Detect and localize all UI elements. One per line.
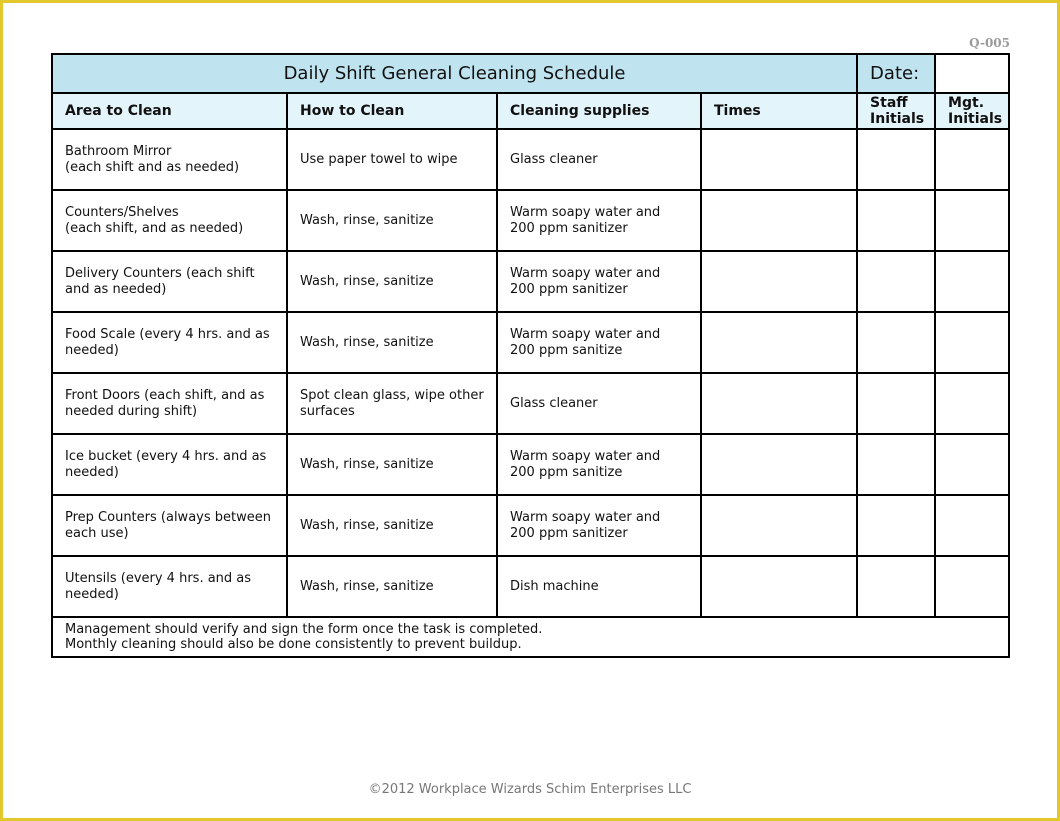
cell-mgt-initials[interactable] — [935, 556, 1009, 617]
table-row — [52, 556, 1009, 617]
cell-mgt-initials[interactable] — [935, 495, 1009, 556]
cell-how: Spot clean glass, wipe other surfaces — [287, 373, 497, 434]
cell-mgt-initials[interactable] — [935, 434, 1009, 495]
cell-staff-initials[interactable] — [857, 434, 935, 495]
column-header-area: Area to Clean — [52, 93, 287, 129]
cell-times[interactable] — [701, 312, 857, 373]
cell-mgt-initials[interactable] — [935, 190, 1009, 251]
cell-area: Prep Counters (always between each use) — [52, 495, 287, 556]
cell-area: Front Doors (each shift, and as needed during shift) — [52, 373, 287, 434]
cell-how: Wash, rinse, sanitize — [287, 495, 497, 556]
cell-supplies: Glass cleaner — [497, 129, 701, 190]
column-header-times: Times — [701, 93, 857, 129]
schedule-title: Daily Shift General Cleaning Schedule — [52, 54, 857, 93]
cell-area: Bathroom Mirror (each shift and as needed) — [52, 129, 287, 190]
cell-supplies: Warm soapy water and 200 ppm sanitizer — [497, 495, 701, 556]
cell-area: Ice bucket (every 4 hrs. and as needed) — [52, 434, 287, 495]
cell-times[interactable] — [701, 190, 857, 251]
date-field[interactable] — [935, 54, 1009, 93]
cell-supplies: Warm soapy water and 200 ppm sanitizer — [497, 251, 701, 312]
cell-staff-initials[interactable] — [857, 251, 935, 312]
column-header-how: How to Clean — [287, 93, 497, 129]
form-code: Q-005 — [969, 36, 1010, 50]
notes-cell — [52, 617, 1009, 657]
cell-staff-initials[interactable] — [857, 495, 935, 556]
cell-area: Counters/Shelves (each shift, and as needed) — [52, 190, 287, 251]
cell-mgt-initials[interactable] — [935, 251, 1009, 312]
note-line: Monthly cleaning should also be done consistently to prevent buildup. — [65, 637, 522, 652]
cell-times[interactable] — [701, 251, 857, 312]
cell-staff-initials[interactable] — [857, 190, 935, 251]
cell-how: Wash, rinse, sanitize — [287, 190, 497, 251]
cell-staff-initials[interactable] — [857, 556, 935, 617]
cell-how: Wash, rinse, sanitize — [287, 434, 497, 495]
cell-times[interactable] — [701, 556, 857, 617]
cell-staff-initials[interactable] — [857, 373, 935, 434]
date-label: Date: — [857, 54, 935, 93]
cell-times[interactable] — [701, 434, 857, 495]
cell-supplies: Warm soapy water and 200 ppm sanitize — [497, 434, 701, 495]
notes-row — [52, 617, 1009, 657]
cell-staff-initials[interactable] — [857, 129, 935, 190]
column-header-staff-initials: Staff Initials — [857, 93, 935, 129]
cell-mgt-initials[interactable] — [935, 129, 1009, 190]
column-header-supplies: Cleaning supplies — [497, 93, 701, 129]
copyright-footer: ©2012 Workplace Wizards Schim Enterprises LLC — [368, 782, 692, 797]
column-header-mgt-initials: Mgt. Initials — [935, 93, 1009, 129]
cell-area: Food Scale (every 4 hrs. and as needed) — [52, 312, 287, 373]
cell-area: Delivery Counters (each shift and as needed) — [52, 251, 287, 312]
cell-staff-initials[interactable] — [857, 312, 935, 373]
table-row — [52, 373, 1009, 434]
schedule-rows — [52, 129, 1009, 617]
cell-how: Use paper towel to wipe — [287, 129, 497, 190]
cell-supplies: Glass cleaner — [497, 373, 701, 434]
cell-how: Wash, rinse, sanitize — [287, 556, 497, 617]
cleaning-schedule-table — [51, 53, 1010, 658]
title-row — [52, 54, 1009, 93]
cell-area: Utensils (every 4 hrs. and as needed) — [52, 556, 287, 617]
cell-times[interactable] — [701, 129, 857, 190]
cell-supplies: Warm soapy water and 200 ppm sanitizer — [497, 190, 701, 251]
cell-supplies: Warm soapy water and 200 ppm sanitize — [497, 312, 701, 373]
table-row — [52, 129, 1009, 190]
cell-how: Wash, rinse, sanitize — [287, 312, 497, 373]
cell-supplies: Dish machine — [497, 556, 701, 617]
cell-how: Wash, rinse, sanitize — [287, 251, 497, 312]
table-row — [52, 312, 1009, 373]
cell-times[interactable] — [701, 495, 857, 556]
cell-times[interactable] — [701, 373, 857, 434]
table-row — [52, 251, 1009, 312]
table-row — [52, 190, 1009, 251]
note-line: Management should verify and sign the form once the task is completed. — [65, 622, 543, 637]
cell-mgt-initials[interactable] — [935, 373, 1009, 434]
table-row — [52, 495, 1009, 556]
header-row — [52, 93, 1009, 129]
cell-mgt-initials[interactable] — [935, 312, 1009, 373]
table-row — [52, 434, 1009, 495]
